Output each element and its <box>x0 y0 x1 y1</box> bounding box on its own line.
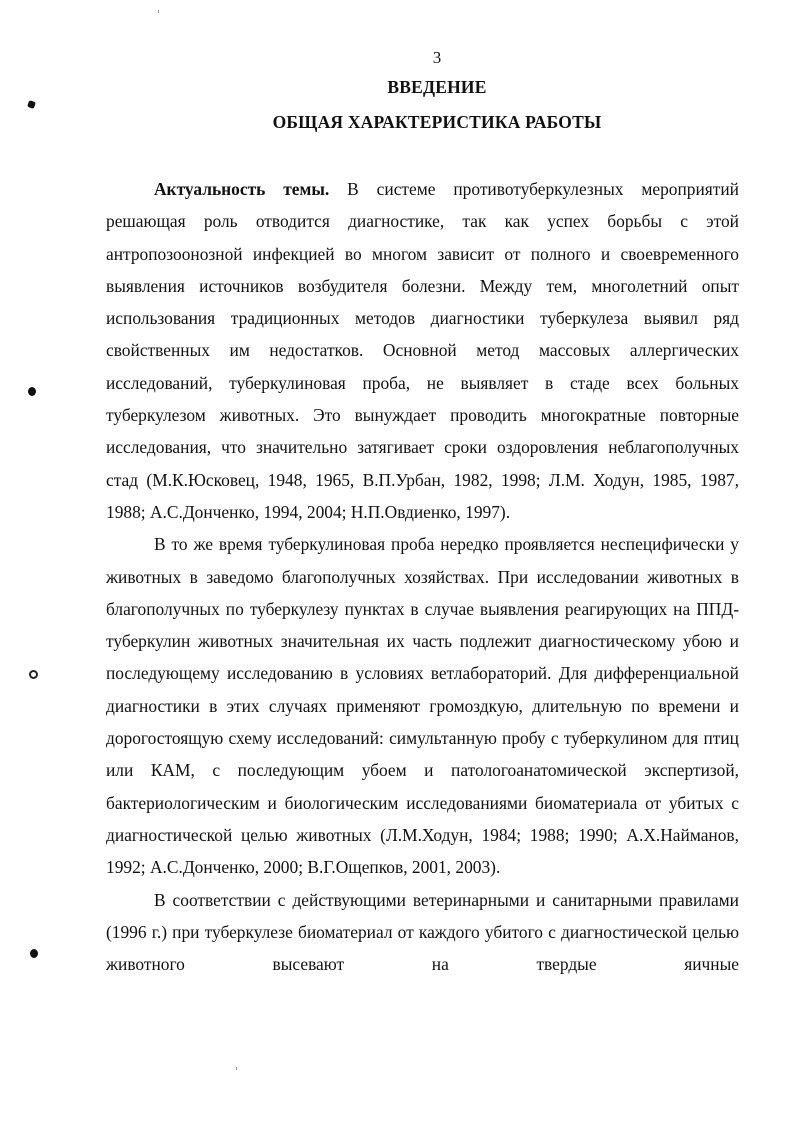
scan-speck <box>27 100 36 109</box>
section-subheading: ОБЩАЯ ХАРАКТЕРИСТИКА РАБОТЫ <box>272 112 602 132</box>
paragraph-text: В системе противотуберкулезных мероприятий решающая роль отводится диагностике, так как успех борьбы с этой антропозоонозной инфекцией во многом зависит от полного и своевременного выявления источников возбудителя болезни. Между тем, многолетний опыт использования традиционных методов диагностики туберкулеза выявил ряд свойственных им недостатков. Основной метод массовых аллергических исследований, туберкулиновая проба, не выявляет в стаде всех больных туберкулезом животных. Это вынуждает проводить многократные повторные исследования, что значительно затягивает сроки оздоровления неблагополучных стад (М.К.Юсковец, 1948, 1965, В.П.Урбан, 1982, 1998; Л.М. Ходун, 1985, 1987, 1988; А.С.Донченко, 1994, 2004; Н.П.Овдиенко, 1997). <box>106 179 739 522</box>
paragraph-veterinary-rules: В соответствии с действующими ветеринарными и санитарными правилами (1996 г.) при туберкулезе биоматериал от каждого убитого с диагностической целью животного высевают на твердые яичные <box>106 889 739 975</box>
body-text <box>106 173 739 980</box>
paragraph-relevance <box>106 173 739 528</box>
scan-speck <box>236 1067 237 1070</box>
scan-speck <box>30 949 38 958</box>
scan-speck <box>28 387 36 396</box>
section-heading: ВВЕДЕНИЕ <box>387 77 487 97</box>
page-number: 3 <box>432 48 442 67</box>
scan-speck <box>29 670 38 679</box>
paragraph-tuberculin-test: В то же время туберкулиновая проба нередко проявляется неспецифически у животных в заведомо благополучных хозяйствах. При исследовании животных в благополучных по туберкулезу пунктах в случае выявления реагирующих на ППД-туберкулин животных значительная их часть подлежит диагностическому убою и последующему исследованию в условиях ветлабораторий. Для дифференциальной диагностики в этих случаях применяют громоздкую, длительную по времени и дорогостоящую схему исследований: симультанную пробу с туберкулином для птиц или КАМ, с последующим убоем и патологоанатомической экспертизой, бактериологическим и биологическим исследованиями биоматериала от убитых с диагностической целью животных (Л.М.Ходун, 1984; 1988; 1990; А.Х.Найманов, 1992; А.С.Донченко, 2000; В.Г.Ощепков, 2001, 2003). <box>106 534 739 878</box>
paragraph-lead: Актуальность темы. <box>154 179 330 199</box>
scan-speck <box>158 10 159 13</box>
